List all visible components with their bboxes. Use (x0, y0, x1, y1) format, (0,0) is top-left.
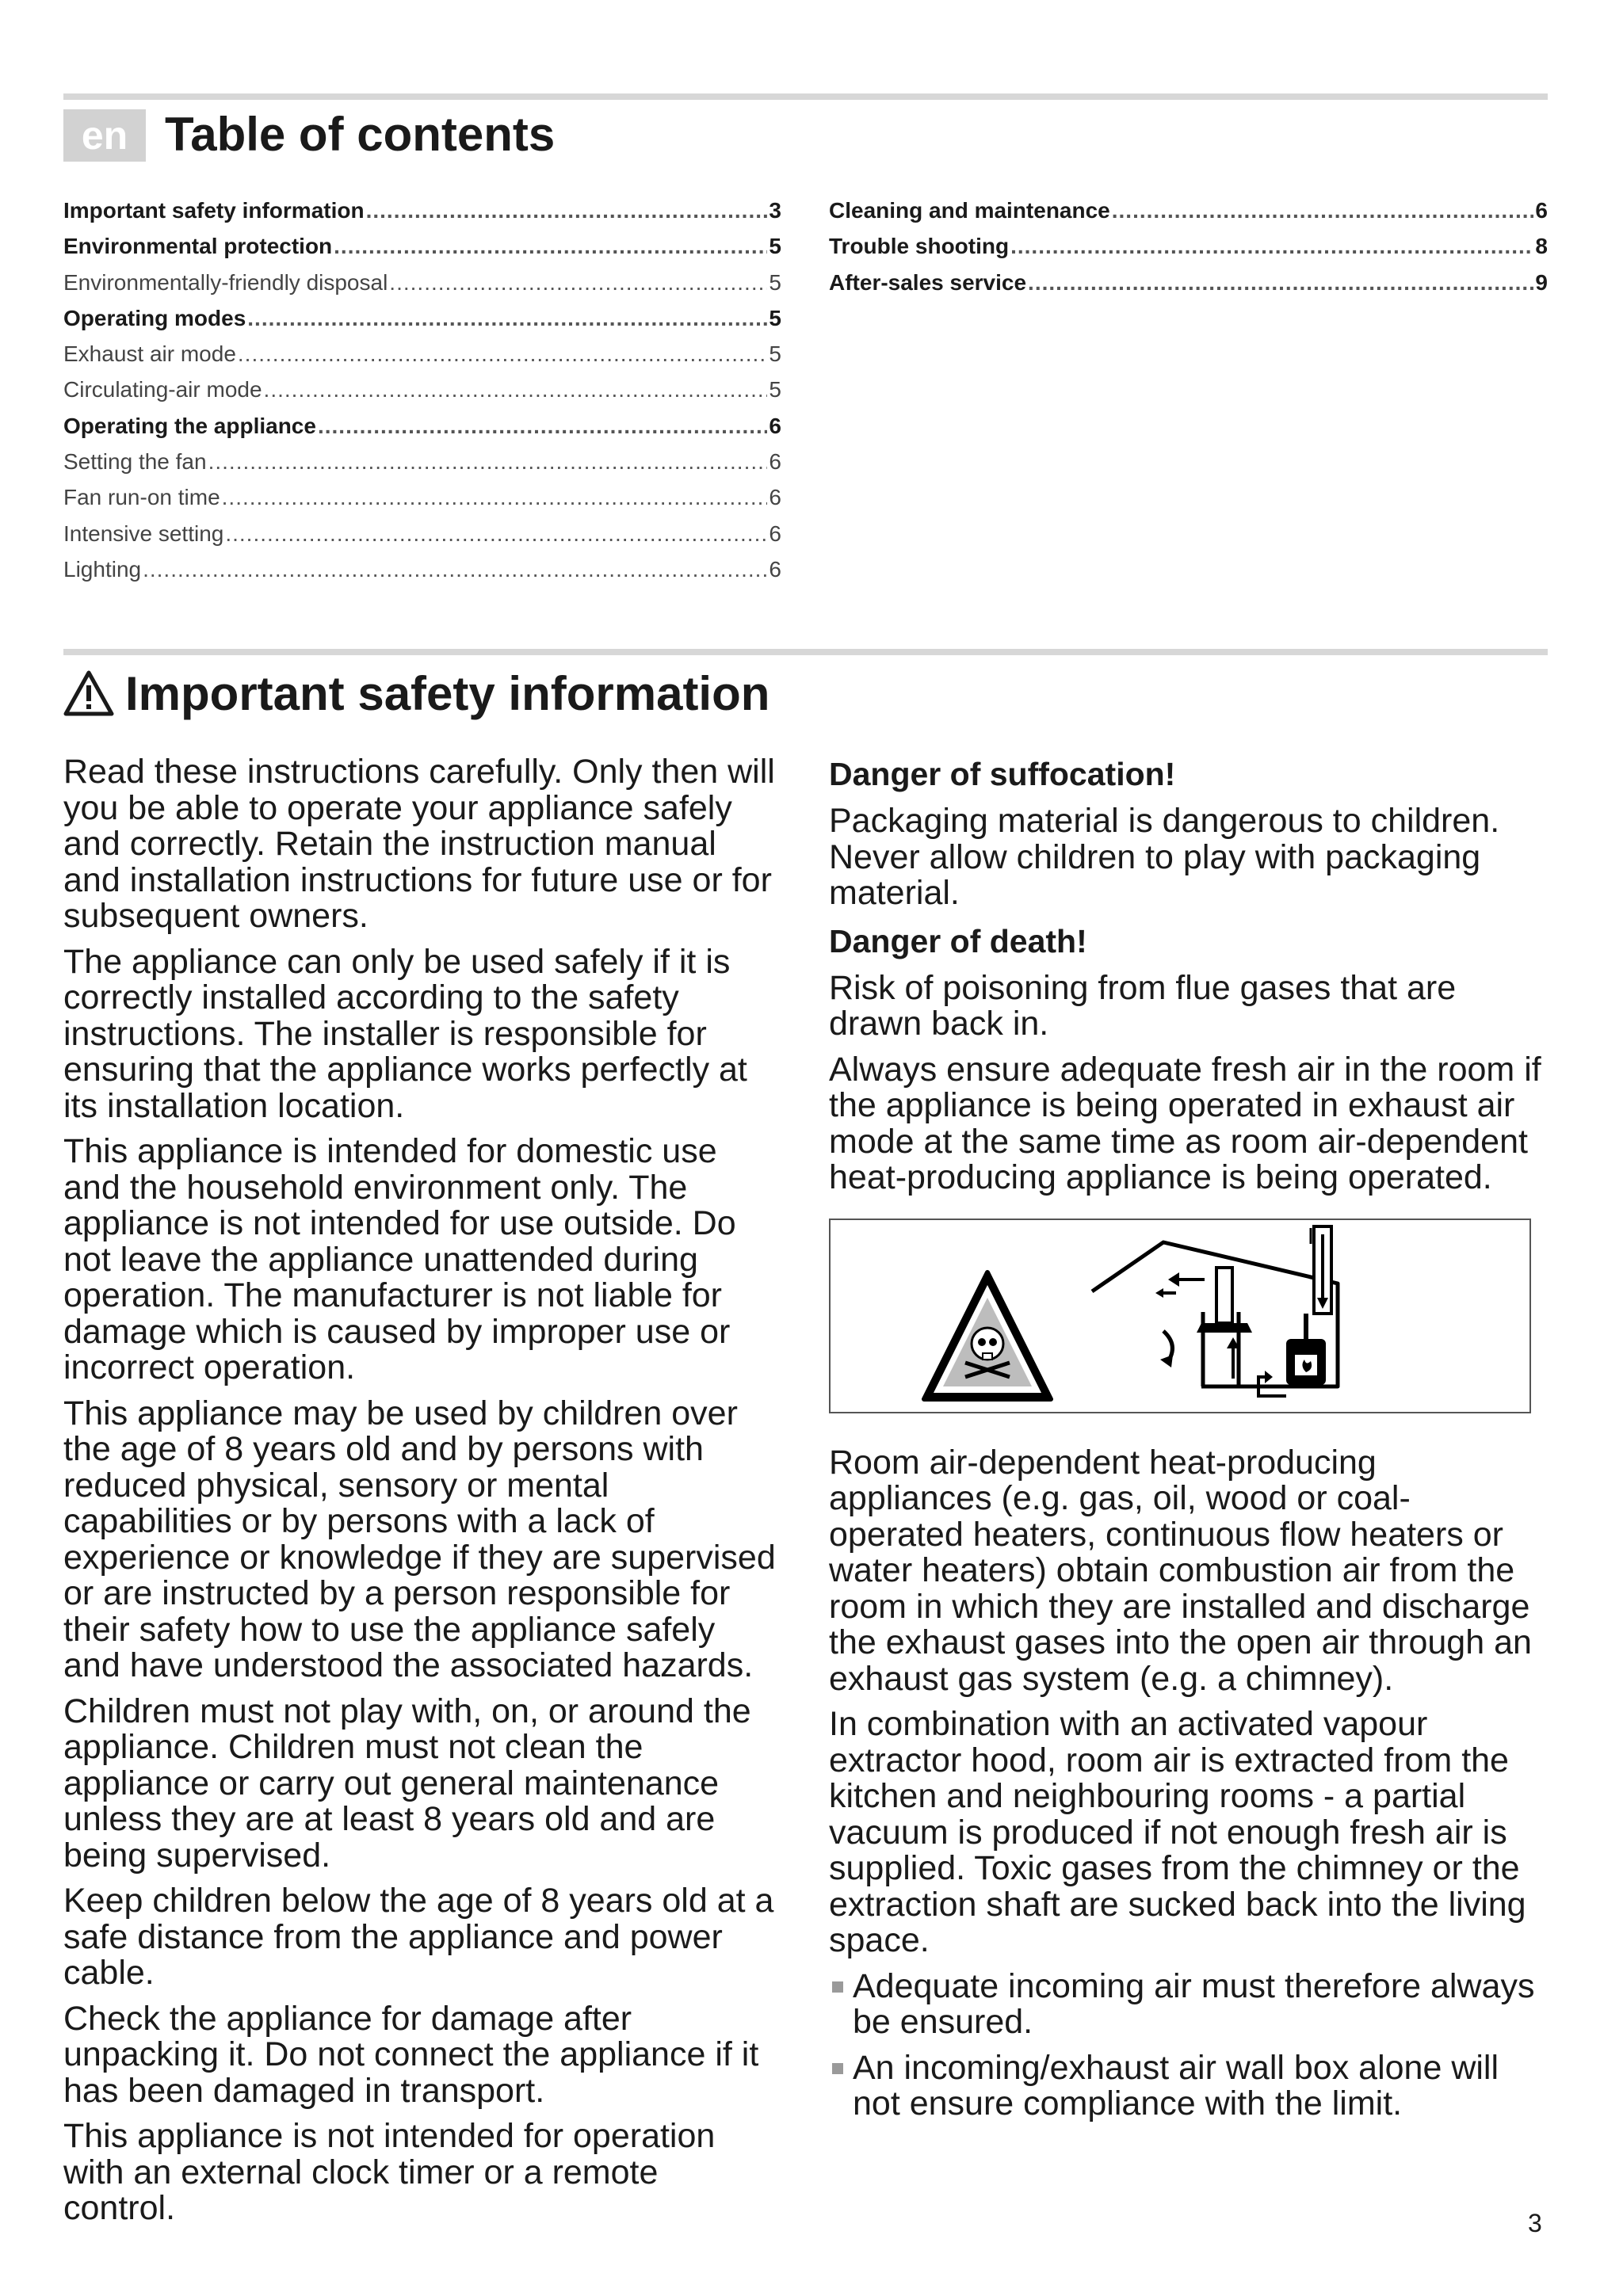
safety-left-column (63, 754, 777, 2237)
toc-entry-page: 6 (769, 449, 781, 475)
flue-gas-warning-figure (829, 1219, 1531, 1413)
toc-entry[interactable] (63, 449, 781, 485)
bullet-text: Adequate incoming air must therefore always be ensured. (853, 1966, 1535, 2041)
toc-right-column (829, 198, 1548, 306)
bullet-text: An incoming/exhaust air wall box alone will not ensure compliance with the limit. (853, 2048, 1499, 2122)
flue-gas-illustration (831, 1220, 1529, 1412)
paragraph: The appliance can only be used safely if it is correctly installed according to the safety instructions. The installer is responsible for ensuring that the appliance works perfectly at its installation location. (63, 942, 747, 1125)
toc-entry[interactable] (63, 485, 781, 521)
toc-dot-leader (143, 557, 767, 582)
toc-entry-page: 3 (769, 198, 781, 223)
paragraph: Risk of poisoning from flue gases that are drawn back in. (829, 968, 1457, 1043)
toc-entry[interactable] (63, 341, 781, 377)
toc-entry-label: Fan run-on time (63, 485, 220, 510)
toc-entry[interactable] (829, 198, 1548, 234)
toc-entry[interactable] (63, 557, 781, 593)
toc-dot-leader (238, 341, 768, 367)
paragraph: Keep children below the age of 8 years old at a safe distance from the appliance and power cable. (63, 1882, 774, 1992)
toc-entry-label: Intensive setting (63, 521, 224, 546)
toc-dot-leader (264, 377, 768, 402)
toc-entry-label: Environmental protection (63, 234, 333, 259)
suffocation-heading: Danger of suffocation! (829, 756, 1176, 792)
paragraph: This appliance is not intended for operation with an external clock timer or a remote control. (63, 2117, 716, 2227)
bullet-square-icon (829, 1969, 853, 2041)
paragraph: This appliance may be used by children over the age of 8 years old and by persons with reduced physical, sensory or mental capabilities or by persons with a lack of experience or knowledge if they are supervised or are instructed by a person responsible for their safety how to use the appliance safely and have understood the associated hazards. (63, 1394, 776, 1684)
toc-entry-page: 5 (769, 377, 781, 402)
toc-entry-label: Operating the appliance (63, 413, 316, 438)
toc-entry-label: Operating modes (63, 305, 246, 330)
language-badge: en (63, 109, 146, 162)
toc-entry-label: Lighting (63, 556, 142, 582)
toc-entry-label: Trouble shooting (829, 234, 1010, 259)
paragraph: Check the appliance for damage after unpacking it. Do not connect the appliance if it has been damaged in transport. (63, 1999, 759, 2110)
toc-entry-page: 9 (1535, 269, 1548, 295)
toc-entry-page: 5 (769, 234, 781, 259)
toc-entry[interactable] (63, 306, 781, 341)
toc-entry-label: Circulating-air mode (63, 377, 262, 402)
toc-entry-label: Environmentally-friendly disposal (63, 269, 388, 295)
toc-entry[interactable] (63, 198, 781, 234)
toc-entry[interactable] (63, 414, 781, 449)
paragraph: Children must not play with, on, or around the appliance. Children must not clean the appliance or carry out general maintenance unless they are at least 8 years old and are being supervised. (63, 1691, 751, 1875)
list-item (829, 1966, 1542, 2041)
paragraph: Room air-dependent heat-producing appliances (e.g. gas, oil, wood or coal-operated heaters, continuous flow heaters or water heaters) obtain combustion air from the room in which they are installed and discharge the exhaust gases into the open air through an exhaust gas system (e.g. a chimney). (829, 1443, 1532, 1698)
toc-entry-page: 6 (769, 556, 781, 582)
safety-title: Important safety information (125, 666, 770, 720)
toc-dot-leader (389, 270, 767, 296)
bullet-square-icon (829, 2050, 853, 2122)
toc-entry-label: Important safety information (63, 198, 365, 223)
toc-dot-leader (208, 449, 768, 475)
paragraph: This appliance is intended for domestic use and the household environment only. The appliance is not intended for use outside. Do not leave the appliance unattended during operation. The manufacturer is not liable for damage which is caused by improper use or incorrect operation. (63, 1132, 736, 1386)
section-divider (63, 649, 1548, 655)
toc-dot-leader (222, 485, 768, 510)
toc-entry-page: 6 (769, 413, 781, 438)
toc-entry-page: 5 (769, 269, 781, 295)
toc-dot-leader (247, 306, 767, 331)
safety-heading (63, 658, 769, 729)
toc-entry-page: 6 (1535, 198, 1548, 223)
toc-dot-leader (1112, 198, 1534, 223)
toc-entry[interactable] (63, 377, 781, 413)
paragraph: Always ensure adequate fresh air in the room if the appliance is being operated in exhaust air mode at the same time as room air-dependent heat-producing appliance is being operated. (829, 1050, 1541, 1196)
paragraph: Packaging material is dangerous to children. Never allow children to play with packaging material. (829, 802, 1500, 912)
toc-entry-label: Cleaning and maintenance (829, 198, 1110, 223)
toc-entry-page: 6 (769, 485, 781, 510)
poison-warning-icon (924, 1272, 1051, 1399)
toc-entry-label: Setting the fan (63, 449, 207, 475)
list-item (829, 2050, 1542, 2122)
toc-entry[interactable] (829, 270, 1548, 306)
toc-dot-leader (1010, 234, 1533, 259)
toc-left-column (63, 198, 781, 593)
toc-entry-page: 8 (1535, 234, 1548, 259)
death-heading: Danger of death! (829, 922, 1087, 959)
toc-entry-page: 6 (769, 521, 781, 546)
toc-entry[interactable] (63, 521, 781, 557)
toc-dot-leader (225, 521, 767, 547)
toc-dot-leader (334, 234, 767, 259)
safety-right-column (829, 754, 1542, 2132)
toc-entry-label: After-sales service (829, 269, 1027, 295)
toc-entry[interactable] (63, 234, 781, 269)
toc-entry[interactable] (829, 234, 1548, 269)
page-number: 3 (1528, 2209, 1542, 2237)
toc-entry-page: 5 (769, 341, 781, 367)
toc-dot-leader (1028, 270, 1533, 296)
toc-dot-leader (366, 198, 768, 223)
toc-title: Table of contents (165, 108, 556, 161)
toc-entry-page: 5 (769, 305, 781, 330)
toc-entry[interactable] (63, 270, 781, 306)
toc-dot-leader (318, 414, 767, 439)
toc-entry-label: Exhaust air mode (63, 341, 236, 367)
paragraph: Read these instructions carefully. Only then will you be able to operate your appliance safely and correctly. Retain the instruction manual and installation instructions for future use or for subsequent owners. (63, 753, 775, 935)
warning-icon (63, 669, 114, 717)
section-divider (63, 93, 1548, 100)
paragraph: In combination with an activated vapour extractor hood, room air is extracted from the kitchen and neighbouring rooms - a partial vacuum is produced if not enough fresh air is supplied. Toxic gases from the chimney or the extraction shaft are sucked back into the living space. (829, 1705, 1526, 1959)
